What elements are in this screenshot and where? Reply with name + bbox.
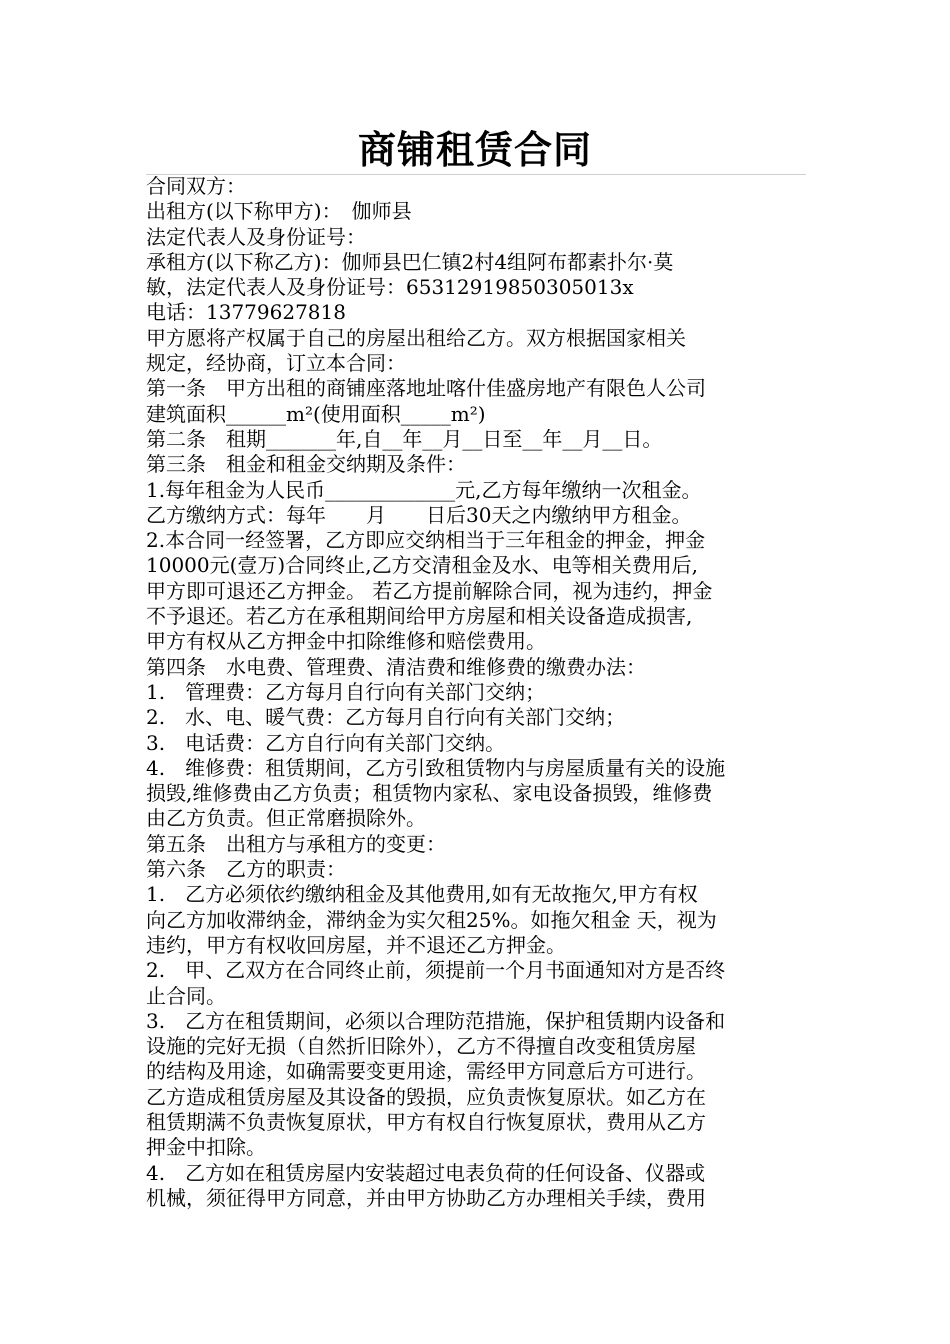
document-line: 押金中扣除。: [146, 1135, 266, 1160]
document-line: 承租方(以下称乙方)：伽师县巴仁镇2村4组阿布都素扑尔·莫: [146, 249, 674, 274]
document-line: 敏，法定代表人及身份证号：65312919850305013x: [146, 275, 634, 300]
document-line: 第六条 乙方的职责：: [146, 857, 346, 882]
document-line: 规定，经协商，订立本合同：: [146, 351, 406, 376]
document-line: 电话：13779627818: [146, 300, 346, 325]
document-line: 2. 水、电、暖气费：乙方每月自行向有关部门交纳；: [146, 705, 626, 730]
document-line: 乙方缴纳方式：每年 月 日后30天之内缴纳甲方租金。: [146, 502, 692, 527]
document-line: 的结构及用途，如确需要变更用途，需经甲方同意后方可进行。: [146, 1059, 706, 1084]
document-title: 商铺租赁合同: [357, 128, 592, 172]
document-line: 1. 管理费：乙方每月自行向有关部门交纳；: [146, 679, 546, 704]
document-line: 乙方造成租赁房屋及其设备的毁损，应负责恢复原状。如乙方在: [146, 1084, 706, 1109]
document-line: 止合同。: [146, 983, 226, 1008]
document-line: 1.每年租金为人民币_____________元,乙方每年缴纳一次租金。: [146, 477, 702, 502]
document-line: 4. 乙方如在租赁房屋内安装超过电表负荷的任何设备、仪器或: [146, 1160, 706, 1185]
document-line: 甲方有权从乙方押金中扣除维修和赔偿费用。: [146, 629, 546, 654]
document-line: 合同双方：: [146, 174, 246, 198]
document-line: 出租方(以下称甲方)： 伽师县: [146, 199, 412, 224]
document-line: 3. 电话费：乙方自行向有关部门交纳。: [146, 730, 506, 755]
document-line: 由乙方负责。但正常磨损除外。: [146, 806, 426, 831]
document-line: 损毁,维修费由乙方负责；租赁物内家私、家电设备损毁，维修费: [146, 781, 713, 806]
document-line: 第四条 水电费、管理费、清洁费和维修费的缴费办法：: [146, 654, 646, 679]
document-line: 不予退还。若乙方在承租期间给甲方房屋和相关设备造成损害,: [146, 604, 693, 629]
document-line: 违约，甲方有权收回房屋，并不退还乙方押金。: [146, 932, 566, 957]
document-line: 法定代表人及身份证号：: [146, 224, 366, 249]
document-line: 甲方愿将产权属于自己的房屋出租给乙方。双方根据国家相关: [146, 325, 686, 350]
document-line: 建筑面积______m²(使用面积_____m²): [146, 401, 486, 426]
document-line: 设施的完好无损（自然折旧除外），乙方不得擅自改变租赁房屋: [146, 1034, 696, 1059]
document-line: 第二条 租期_______年,自__年__月__日至__年__月__日。: [146, 426, 663, 451]
document-line: 第五条 出租方与承租方的变更：: [146, 831, 446, 856]
document-line: 机械，须征得甲方同意，并由甲方协助乙方办理相关手续，费用: [146, 1185, 706, 1210]
document-line: 3. 乙方在租赁期间，必须以合理防范措施，保护租赁期内设备和: [146, 1008, 726, 1033]
document-line: 租赁期满不负责恢复原状，甲方有权自行恢复原状，费用从乙方: [146, 1109, 706, 1134]
document-line: 2. 甲、乙双方在合同终止前，须提前一个月书面通知对方是否终: [146, 958, 726, 983]
document-line: 4. 维修费：租赁期间，乙方引致租赁物内与房屋质量有关的设施: [146, 755, 726, 780]
document-body: [146, 174, 812, 1211]
document-line: 10000元(壹万)合同终止,乙方交清租金及水、电等相关费用后,: [146, 553, 698, 578]
document-line: 1. 乙方必须依约缴纳租金及其他费用,如有无故拖欠,甲方有权: [146, 882, 698, 907]
document-line: 第三条 租金和租金交纳期及条件：: [146, 452, 466, 477]
document-line: 向乙方加收滞纳金，滞纳金为实欠租25%。如拖欠租金 天，视为: [146, 907, 717, 932]
document-line: 2.本合同一经签署，乙方即应交纳相当于三年租金的押金，押金: [146, 528, 706, 553]
document-line: 甲方即可退还乙方押金。 若乙方提前解除合同，视为违约，押金: [146, 578, 713, 603]
document-line: 第一条 甲方出租的商铺座落地址喀什佳盛房地产有限色人公司: [146, 376, 706, 401]
